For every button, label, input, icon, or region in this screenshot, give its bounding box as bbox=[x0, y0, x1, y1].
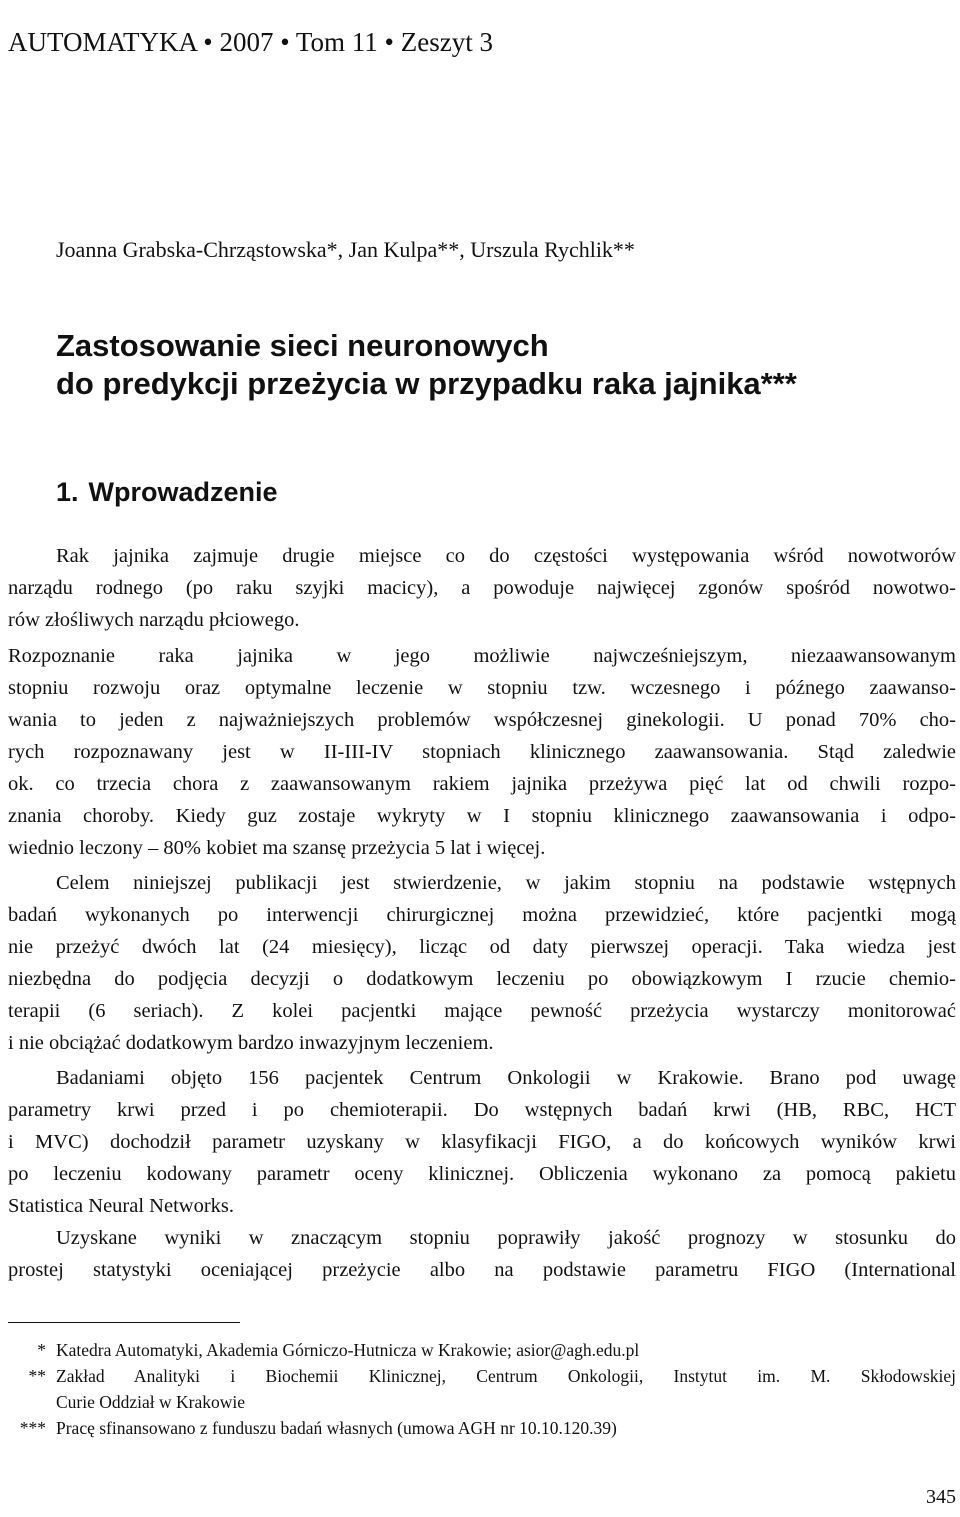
text-line: narządu rodnego (po raku szyjki macicy), a powoduje najwięcej zgonów spośród nowotwo- bbox=[8, 577, 956, 599]
text-line: prostej statystyki oceniającej przeżycie albo na podstawie parametru FIGO (International bbox=[8, 1259, 956, 1281]
text-line: wania to jeden z najważniejszych problemów współczesnej ginekologii. U ponad 70% cho- bbox=[8, 709, 956, 731]
text-line: stopniu rozwoju oraz optymalne leczenie w stopniu tzw. wczesnego i późnego zaawanso- bbox=[8, 677, 956, 699]
section-title: Wprowadzenie bbox=[88, 477, 278, 507]
footnotes bbox=[0, 1337, 956, 1441]
authors-line: Joanna Grabska-Chrząstowska*, Jan Kulpa**, Urszula Rychlik** bbox=[56, 237, 635, 262]
article-title bbox=[56, 327, 797, 403]
text-line: po leczeniu kodowany parametr oceny klinicznej. Obliczenia wykonano za pomocą pakietu bbox=[8, 1163, 956, 1185]
text-line: nie przeżyć dwóch lat (24 miesięcy), licząc od daty pierwszej operacji. Taka wiedza jest bbox=[8, 936, 956, 958]
text-line: rów złośliwych narządu płciowego. bbox=[8, 609, 300, 631]
text-line: Rak jajnika zajmuje drugie miejsce co do częstości występowania wśród nowotworów bbox=[56, 545, 956, 567]
footnote-line: Zakład Analityki i Biochemii Klinicznej, Centrum Onkologii, Instytut im. M. Skłodowskiej bbox=[56, 1366, 956, 1386]
footnote-line: Katedra Automatyki, Akademia Górniczo-Hutnicza w Krakowie; asior@agh.edu.pl bbox=[56, 1340, 640, 1360]
text-line: terapii (6 seriach). Z kolei pacjentki mające pewność przeżycia wystarczy monitorować bbox=[8, 1000, 956, 1022]
paragraph bbox=[8, 867, 956, 1059]
footnote-text bbox=[56, 1363, 956, 1415]
text-line: Celem niniejszej publikacji jest stwierdzenie, w jakim stopniu na podstawie wstępnych bbox=[56, 872, 956, 894]
text-line: i nie obciążać dodatkowym bardzo inwazyjnym leczeniem. bbox=[8, 1032, 494, 1054]
text-line: rych rozpoznawany jest w II-III-IV stopniach klinicznego zaawansowania. Stąd zaledwie bbox=[8, 741, 956, 763]
footnote bbox=[0, 1363, 956, 1415]
paragraph bbox=[8, 640, 956, 864]
text-line: niezbędna do podjęcia decyzji o dodatkowym leczeniu po obowiązkowym I rzucie chemio- bbox=[8, 968, 956, 990]
text-line: i MVC) dochodził parametr uzyskany w klasyfikacji FIGO, a do końcowych wyników krwi bbox=[8, 1131, 956, 1153]
footnote-marker: * bbox=[37, 1340, 46, 1360]
text-line: ok. co trzecia chora z zaawansowanym rakiem jajnika przeżywa pięć lat od chwili rozpo- bbox=[8, 773, 956, 795]
paragraph bbox=[8, 1062, 956, 1222]
paragraph bbox=[8, 540, 956, 636]
text-line: parametry krwi przed i po chemioterapii. Do wstępnych badań krwi (HB, RBC, HCT bbox=[8, 1099, 956, 1121]
text-line: Rozpoznanie raka jajnika w jego możliwie najwcześniejszym, niezaawansowanym bbox=[8, 645, 956, 667]
section-number: 1. bbox=[56, 477, 79, 507]
footnote-marker: *** bbox=[19, 1418, 46, 1438]
text-line: wiednio leczony – 80% kobiet ma szansę przeżycia 5 lat i więcej. bbox=[8, 837, 546, 859]
footnote-text bbox=[56, 1415, 956, 1441]
paragraph bbox=[8, 1222, 956, 1286]
text-line: znania choroby. Kiedy guz zostaje wykryty w I stopniu klinicznego zaawansowania i odpo- bbox=[8, 805, 956, 827]
title-line: Zastosowanie sieci neuronowych bbox=[56, 328, 549, 363]
text-line: badań wykonanych po interwencji chirurgicznej można przewidzieć, które pacjentki mogą bbox=[8, 904, 956, 926]
footnote-separator bbox=[8, 1322, 240, 1323]
section-heading bbox=[56, 474, 278, 510]
footnote-text bbox=[56, 1337, 956, 1363]
footnote-marker: ** bbox=[28, 1366, 46, 1386]
journal-header: AUTOMATYKA • 2007 • Tom 11 • Zeszyt 3 bbox=[8, 27, 493, 57]
text-line: Badaniami objęto 156 pacjentek Centrum Onkologii w Krakowie. Brano pod uwagę bbox=[56, 1067, 956, 1089]
title-line: do predykcji przeżycia w przypadku raka jajnika*** bbox=[56, 366, 797, 401]
footnote bbox=[0, 1415, 956, 1441]
page-number: 345 bbox=[926, 1486, 956, 1508]
text-line: Statistica Neural Networks. bbox=[8, 1195, 235, 1217]
footnote-line: Pracę sfinansowano z funduszu badań własnych (umowa AGH nr 10.10.120.39) bbox=[56, 1418, 617, 1438]
footnote bbox=[0, 1337, 956, 1363]
text-line: Uzyskane wyniki w znaczącym stopniu poprawiły jakość prognozy w stosunku do bbox=[56, 1227, 956, 1249]
footnote-line: Curie Oddział w Krakowie bbox=[56, 1392, 246, 1412]
